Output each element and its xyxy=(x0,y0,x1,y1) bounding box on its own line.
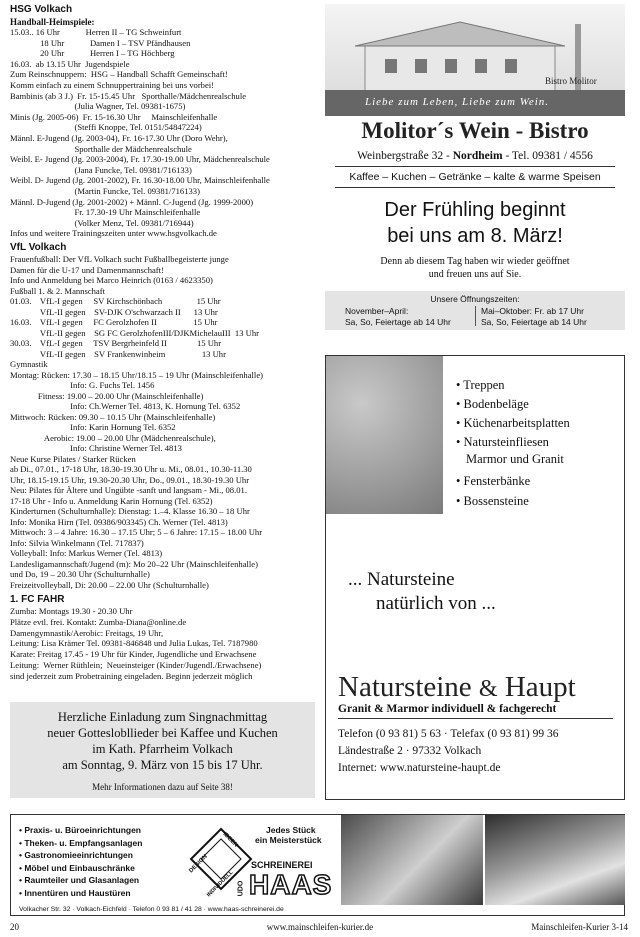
service-label: Gastronomieeinrichtungen xyxy=(24,850,133,860)
text-line: VfL-II gegen SV-DJK O'schwarzach II 13 Uhr xyxy=(10,306,218,317)
invitation-line: Herzliche Einladung zum Singnachmittag xyxy=(57,710,268,724)
invitation-more: Mehr Informationen dazu auf Seite 38! xyxy=(92,782,233,792)
hours-left-1: November–April: xyxy=(345,306,409,316)
haupt-phone: Telefon (0 93 81) 5 63 · Telefax (0 93 81) 99 36 xyxy=(338,728,559,740)
text-line: Mittwoch: Rücken: 09.30 – 10.15 Uhr (Mainschleifenhalle) xyxy=(10,411,216,422)
service-label: Möbel und Einbauschränke xyxy=(24,862,135,873)
haupt-tagline-2: natürlich von ... xyxy=(376,593,496,614)
invitation-box xyxy=(10,702,315,798)
text-line: Montag: Rücken: 17.30 – 18.15 Uhr/18.15 – 19 Uhr (Mainschleifenhalle) xyxy=(10,369,263,380)
text-line: Info: Ch.Werner Tel. 4813, K. Hornung Tel. 6352 xyxy=(10,401,241,411)
text-line: 15.03.. 16 Uhr Herren II – TG Schweinfurt xyxy=(10,27,182,37)
text-line: Freizeitvolleyball, Di: 20.00 – 22.00 Uhr (Schulturnhalle) xyxy=(10,579,209,590)
text-line: Damen für die U-17 und Damenmannschaft! xyxy=(10,264,164,275)
product-label: Treppen xyxy=(463,378,505,392)
service-item xyxy=(19,875,139,885)
bullet-icon: • xyxy=(456,474,464,488)
molitor-sub-2: und freuen uns auf Sie. xyxy=(428,269,522,280)
text-line: 20 Uhr Herren I – TG Höchberg xyxy=(10,48,175,59)
diamond-text-1: DESIGN xyxy=(188,853,209,875)
text-line: Fußball 1. & 2. Mannschaft xyxy=(10,285,105,296)
divider xyxy=(335,187,615,188)
haupt-web: Internet: www.natursteine-haupt.de xyxy=(338,762,501,774)
text-line: Männl. D-Jugend (Jg. 2001-2002) + Männl. C-Jugend (Jg. 1999-2000) xyxy=(10,196,254,207)
text-line: Damengymnastik/Aerobic: Freitags, 19 Uhr, xyxy=(10,627,164,638)
text-line: Volleyball: Info: Markus Werner (Tel. 4813) xyxy=(10,548,163,558)
text-line: Info und Anmeldung bei Marco Heinrich (0163 / 4623350) xyxy=(10,275,213,285)
text-line: Zum Reinschnuppern: HSG – Handball Schafft Gemeinschaft! xyxy=(10,69,228,80)
molitor-name: Molitor´s Wein - Bistro xyxy=(361,118,589,143)
bistro-logo-label: Bistro Molitor xyxy=(545,76,597,86)
bullet-icon xyxy=(456,452,466,466)
diamond-text-2: IDEEN xyxy=(221,831,239,849)
text-line: 16.03. ab 13.15 Uhr Jugendspiele xyxy=(10,58,130,69)
hsg-title: HSG Volkach xyxy=(10,4,73,15)
bullet-icon: • xyxy=(456,416,464,430)
text-line: Karate: Freitag 17.45 - 19 Uhr für Kinder, Jugendliche und Erwachsene xyxy=(10,649,257,660)
text-line: Leitung: Lisa Krämer Tel. 09381-846848 und Julia Lukas, Tel. 7187980 xyxy=(10,638,258,649)
text-line: und Do, 19 – 20.30 Uhr (Schulturnhalle) xyxy=(10,569,150,579)
product-item xyxy=(456,397,529,412)
text-line: (Julia Wagner, Tel. 09381-1675) xyxy=(10,101,186,112)
bullet-icon: • xyxy=(19,875,25,885)
text-line: Infos und weitere Trainingszeiten unter www.hsgvolkach.de xyxy=(10,228,217,239)
text-line: Info: Monika Hirn (Tel. 09386/903345) Ch. Werner (Tel. 4813) xyxy=(10,516,228,527)
haupt-brand: Natursteine & Haupt xyxy=(338,671,576,703)
text-line: Neue Kurse Pilates / Starker Rücken xyxy=(10,453,136,464)
molitor-sub-1: Denn ab diesem Tag haben wir wieder geöffnet xyxy=(380,256,570,267)
bistro-slogan: Liebe zum Leben, Liebe zum Wein. xyxy=(365,96,550,108)
haas-logo xyxy=(181,823,341,907)
service-item xyxy=(19,825,141,835)
text-line: Frauenfußball: Der VfL Volkach sucht Fußballbegeisterte junge xyxy=(10,254,229,264)
service-item xyxy=(19,863,135,873)
footer-url: www.mainschleifen-kurier.de xyxy=(266,922,374,932)
text-line: Neu: Pilates für Ältere und Ungübte -sanft und langsam - Mi., 08.01. xyxy=(10,485,247,495)
bullet-icon: • xyxy=(456,435,464,449)
vfl-title: VfL Volkach xyxy=(10,242,67,253)
text-line: Plätze evtl. frei. Kontakt: Zumba-Diana@online.de xyxy=(10,616,187,627)
bullet-icon: • xyxy=(19,887,25,898)
molitor-headline-1: Der Frühling beginnt xyxy=(384,199,566,221)
text-line: (Steffi Knoppe, Tel. 0151/54847224) xyxy=(10,122,202,133)
fcfahr-title: 1. FC FAHR xyxy=(10,594,65,605)
divider xyxy=(475,306,476,326)
hours-right-2: Sa, So, Feiertage ab 14 Uhr xyxy=(481,317,587,327)
invitation-line: neuer Gotteslobllieder bei Kaffee und Kuchen xyxy=(47,726,278,740)
text-line: Fr. 17.30-19 Uhr Mainschleifenhalle xyxy=(10,207,201,218)
product-label: Bodenbeläge xyxy=(463,397,529,411)
product-label: Marmor und Granit xyxy=(466,452,564,466)
haupt-ad xyxy=(325,355,625,800)
product-label: Fensterbänke xyxy=(463,474,531,488)
text-line: Minis (Jg. 2005-06) Fr. 15-16.30 Uhr Mainschleifenhalle xyxy=(10,111,218,122)
bullet-icon: • xyxy=(19,837,25,848)
haas-name: HAAS xyxy=(249,869,333,900)
bullet-icon: • xyxy=(456,397,464,411)
service-label: Raumteiler und Glasanlagen xyxy=(24,875,140,885)
product-item xyxy=(456,474,530,489)
molitor-headline-2: bei uns am 8. März! xyxy=(387,225,563,247)
text-line: ab Di., 07.01., 17-18 Uhr, 18.30-19.30 Uhr u. Mi., 08.01., 10.30-11.30 xyxy=(10,464,252,474)
molitor-address: Weinbergstraße 32 - Nordheim - Tel. 09381 / 4556 xyxy=(357,150,593,162)
text-line: Sporthalle der Mädchenrealschule xyxy=(10,143,192,154)
text-line: Bambinis (ab 3 J.) Fr. 15-15.45 Uhr Sporthalle/Mädchenrealschule xyxy=(10,90,247,101)
text-line: VfL-II gegen SG FC GerolzhofenIII/DJKMichelauIII 13 Uhr xyxy=(10,327,260,338)
text-line: Fitness: 19.00 – 20.00 Uhr (Mainschleifenhalle) xyxy=(10,390,204,401)
text-line: Weibl. D- Jugend (Jg. 2001-2002), Fr. 16.30-18.00 Uhr, Mainschleifenhalle xyxy=(10,175,270,186)
text-line: (Jana Funcke, Tel. 09381/716133) xyxy=(10,164,192,175)
haas-schreinerei: SCHREINEREI xyxy=(251,860,313,870)
text-line: (Martin Funcke, Tel. 09381/716133) xyxy=(10,186,200,196)
page-number: 20 xyxy=(10,922,19,932)
bullet-icon: • xyxy=(19,825,25,835)
product-item xyxy=(456,494,529,509)
hours-right-1: Mai–Oktober: Fr. ab 17 Uhr xyxy=(481,306,584,316)
bullet-icon: • xyxy=(19,862,25,873)
text-line: Männl. E-Jugend (Jg. 2003-04), Fr. 16-17.30 Uhr (Doro Wehr), xyxy=(10,133,228,143)
hours-left-2: Sa, So, Feiertage ab 14 Uhr xyxy=(345,317,451,327)
haupt-subtitle: Granit & Marmor individuell & fachgerecht xyxy=(338,703,557,715)
haupt-street: Ländestraße 2 · 97332 Volkach xyxy=(338,745,482,757)
product-item xyxy=(456,416,570,431)
haupt-tagline-1: ... Natursteine xyxy=(348,569,455,590)
text-line: 01.03. VfL-I gegen SV Kirchschönbach 15 Uhr xyxy=(10,296,221,306)
text-line: sind jederzeit zum Probetraining eingeladen. Beginn jederzeit möglich xyxy=(10,670,253,681)
text-line: Info: Silvia Winkelmann (Tel. 717837) xyxy=(10,537,144,548)
product-label: Bossensteine xyxy=(463,494,529,508)
text-line: 18 Uhr Damen I – TSV Pfändhausen xyxy=(10,37,191,48)
text-line: Gymnastik xyxy=(10,359,48,369)
text-line: 16.03. VfL-I gegen FC Gerolzhofen II 15 Uhr xyxy=(10,317,218,327)
service-item xyxy=(19,850,133,860)
product-label: Natursteinfliesen xyxy=(463,435,549,449)
divider xyxy=(335,166,615,167)
haas-ad xyxy=(10,814,625,916)
text-line: Kinderturnen (Schulturnhalle): Dienstag: 1.–4. Klasse 16.30 – 18 Uhr xyxy=(10,506,250,516)
service-label: Theken- u. Empfangsanlagen xyxy=(24,837,143,848)
text-line: Info: Christine Werner Tel. 4813 xyxy=(10,443,182,453)
bullet-icon: • xyxy=(19,850,25,860)
invitation-line: im Kath. Pfarrheim Volkach xyxy=(92,742,233,756)
hours-title: Unsere Öffnungszeiten: xyxy=(430,294,520,304)
text-line: (Volker Menz, Tel. 09381/716944) xyxy=(10,217,194,228)
haas-slogan-1: Jedes Stück xyxy=(266,825,316,835)
product-item xyxy=(456,378,505,393)
text-line: 30.03. VfL-I gegen TSV Bergrheinfeld II 15 Uhr xyxy=(10,338,222,348)
service-item xyxy=(19,888,131,898)
text-line: VfL-II gegen SV Frankenwinheim 13 Uhr xyxy=(10,348,226,359)
text-line: Uhr, 18.15-19.15 Uhr, 19.30-20.30 Uhr, Do., 09.01., 18.30-19.30 Uhr xyxy=(10,474,250,485)
service-label: Innentüren und Haustüren xyxy=(24,887,131,898)
product-item xyxy=(456,452,564,467)
text-line: Aerobic: 19.00 – 20.00 Uhr (Mädchenrealschule), xyxy=(10,432,216,443)
hsg-subtitle: Handball-Heimspiele: xyxy=(10,17,95,27)
bullet-icon: • xyxy=(456,494,464,508)
granite-texture xyxy=(326,356,443,514)
footer-issue: Mainschleifen-Kurier 3-14 xyxy=(531,922,628,932)
text-line: Info: Karin Hornung Tel. 6352 xyxy=(10,422,176,432)
text-line: 17-18 Uhr - Info u. Anmeldung Karin Hornung (Tel. 6352) xyxy=(10,495,213,506)
product-label: Küchenarbeitsplatten xyxy=(463,416,570,430)
opening-hours xyxy=(325,291,625,330)
text-line: Landesligamannschaft/Jugend (m): Mo 20–22 Uhr (Mainschleifenhalle) xyxy=(10,558,258,569)
service-label: Praxis- u. Büroeinrichtungen xyxy=(24,825,141,835)
interior-photo-1 xyxy=(341,815,483,905)
haas-udo: UDO xyxy=(237,880,245,897)
haas-footer: Volkacher Str. 32 · Volkach-Eichfeld · Telefon 0 93 81 / 41 28 · www.haas-schreinerei.de xyxy=(19,906,284,913)
haas-slogan-2: ein Meisterstück xyxy=(255,835,322,845)
diamond-text-3: INDIVIDUELL xyxy=(205,869,235,899)
text-line: Komm einfach zu einem Schnuppertraining bei uns vorbei! xyxy=(10,80,215,90)
invitation-line: am Sonntag, 9. März von 15 bis 17 Uhr. xyxy=(62,758,263,772)
text-line: Mittwoch: 3 – 4 Jahre: 16.30 – 17.15 Uhr; 5 – 6 Jahre: 17.15 – 18.00 Uhr xyxy=(10,527,263,537)
bullet-icon: • xyxy=(456,378,464,392)
text-line: Info: G. Fuchs Tel. 1456 xyxy=(10,380,155,390)
bistro-photo xyxy=(325,4,625,116)
molitor-ad xyxy=(325,4,625,330)
text-line: Leitung: Werner Rüthlein; Neueinsteiger (Kinder/Jugendl./Erwachsene) xyxy=(10,660,262,670)
divider xyxy=(338,718,613,719)
text-line: Weibl. E- Jugend (Jg. 2003-2004), Fr. 17.30-19.00 Uhr, Mädchenrealschule xyxy=(10,154,270,165)
molitor-offer: Kaffee – Kuchen – Getränke – kalte & warme Speisen xyxy=(349,171,601,183)
interior-photo-2 xyxy=(485,815,625,905)
text-line: Zumba: Montags 19.30 - 20.30 Uhr xyxy=(10,606,133,616)
service-item xyxy=(19,838,142,848)
product-item xyxy=(456,435,549,450)
